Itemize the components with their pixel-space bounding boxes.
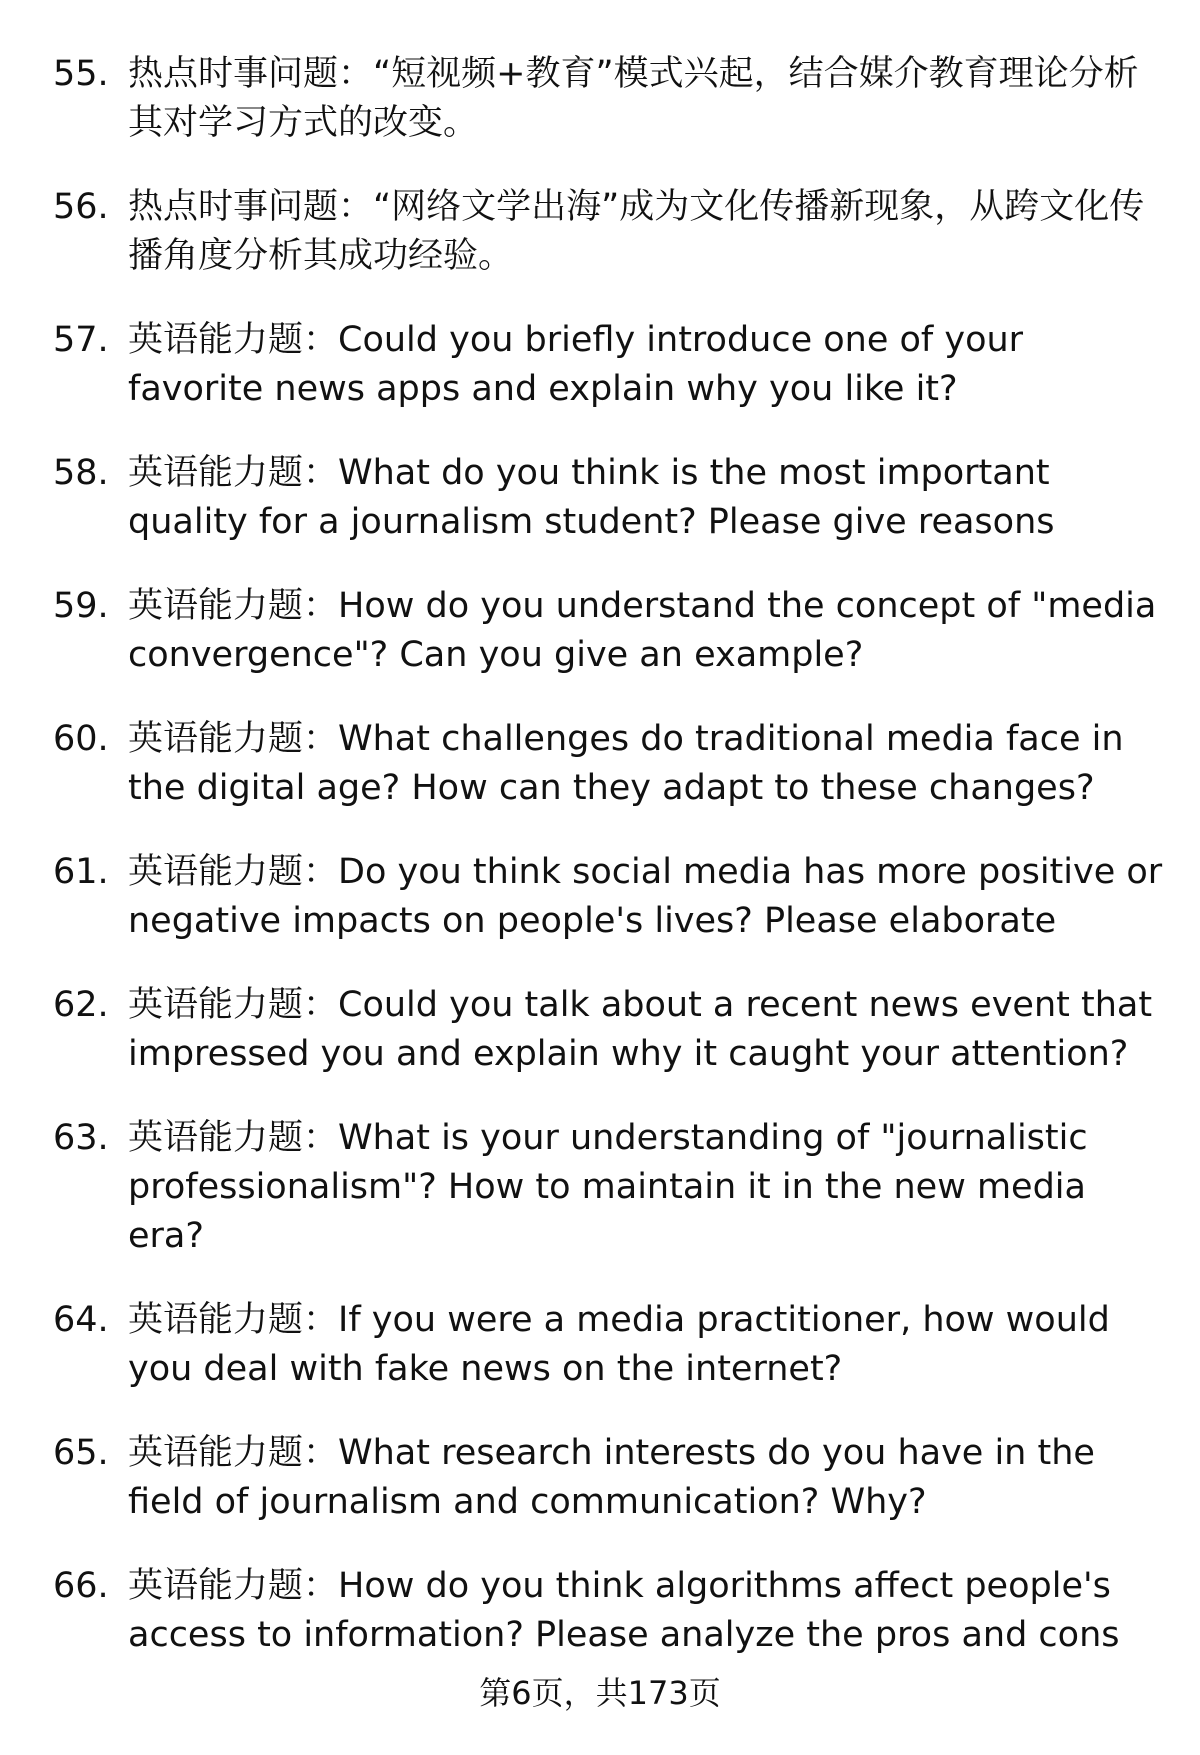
question-number: 60. [53,719,109,759]
question-text: 英语能力题：Could you briefly introduce one of your favorite news apps and explain why you like it? [128,320,1024,409]
question-number: 58. [53,453,109,493]
question-number: 59. [53,586,109,626]
question-number: 57. [53,320,109,360]
question-text: 英语能力题：How do you think algorithms affect people's access to information? Please analyze the pros and cons [128,1566,1120,1655]
question-text: 英语能力题：How do you understand the concept of "media convergence"? Can you give an example? [128,586,1157,675]
question-text: 英语能力题：What is your understanding of "journalistic professionalism"? How to maintain it in the new media era? [128,1118,1088,1256]
question-item [0,981,1200,1079]
question-item [0,449,1200,547]
question-text: 英语能力题：Do you think social media has more positive or negative impacts on people's lives? Please elaborate [128,852,1163,941]
question-text: 英语能力题：What do you think is the most important quality for a journalism student? Please give reasons [128,453,1055,542]
question-item [0,582,1200,680]
question-item [0,316,1200,414]
question-text: 热点时事问题：“短视频+教育”模式兴起，结合媒介教育理论分析其对学习方式的改变。 [128,54,1139,143]
question-item [0,1562,1200,1660]
question-number: 65. [53,1433,109,1473]
question-item [0,1296,1200,1394]
question-item [0,848,1200,946]
question-number: 66. [53,1566,109,1606]
question-item [0,50,1200,148]
question-text: 英语能力题：What challenges do traditional media face in the digital age? How can they adapt to these changes? [128,719,1124,808]
question-item [0,1429,1200,1527]
page-footer: 第6页，共173页 [479,1674,721,1712]
question-number: 55. [53,54,109,94]
question-number: 62. [53,985,109,1025]
question-item [0,183,1200,281]
question-number: 64. [53,1300,109,1340]
question-text: 英语能力题：Could you talk about a recent news event that impressed you and explain why it caught your attention? [128,985,1153,1074]
question-number: 56. [53,187,109,227]
question-text: 英语能力题：What research interests do you have in the field of journalism and communication? Why? [128,1433,1095,1522]
question-text: 英语能力题：If you were a media practitioner, how would you deal with fake news on the internet? [128,1300,1110,1389]
question-list [0,50,1200,1695]
question-number: 63. [53,1118,109,1158]
question-item [0,1114,1200,1261]
question-item [0,715,1200,813]
question-number: 61. [53,852,109,892]
question-text: 热点时事问题：“网络文学出海”成为文化传播新现象，从跨文化传播角度分析其成功经验。 [128,187,1145,276]
